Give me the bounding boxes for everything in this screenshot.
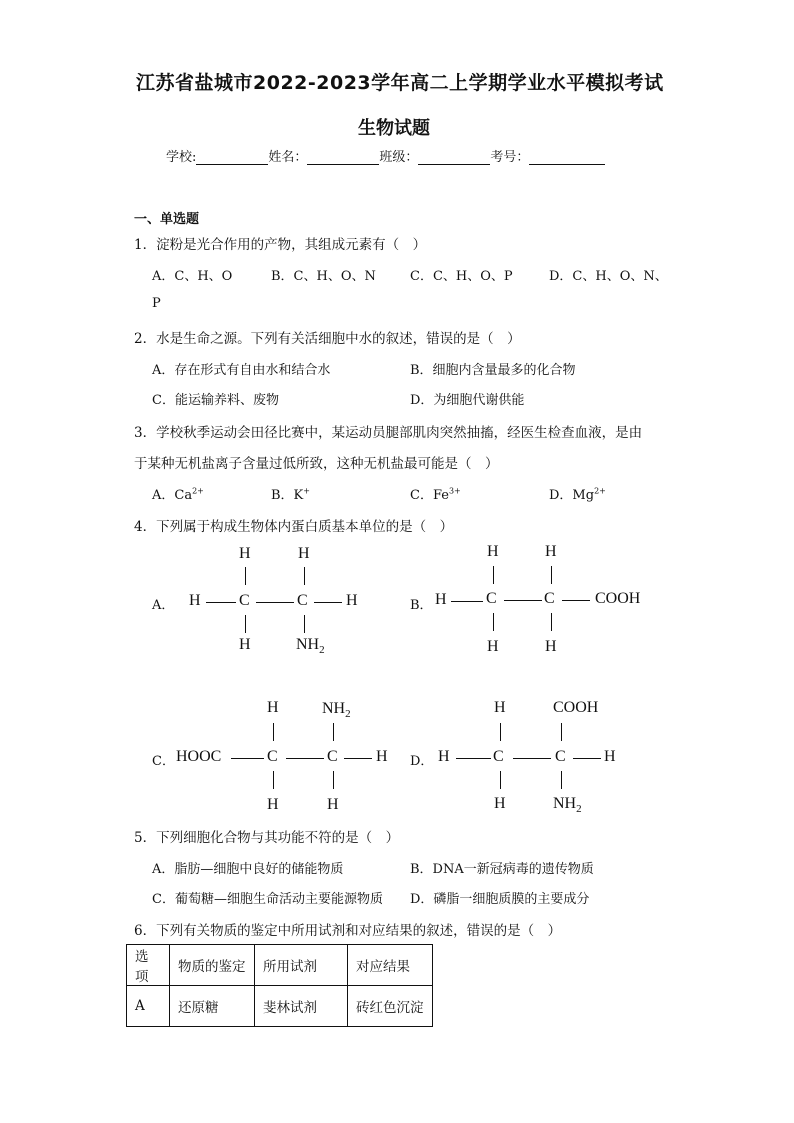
bond-line [273, 771, 274, 789]
question-4-label-d: D． [410, 754, 434, 769]
bond-line [561, 771, 562, 789]
subscript-2: 2 [576, 803, 582, 816]
question-3-option-b [271, 484, 310, 503]
option-c-text: C．Fe [410, 488, 449, 503]
question-3-stem-line2: 于某种无机盐离子含量过低所致，这种无机盐最可能是（ ） [134, 456, 499, 472]
subscript-2: 2 [345, 708, 351, 721]
question-2-option-a: A．存在形式有自由水和结合水 [152, 363, 331, 378]
atom-h: H [487, 543, 499, 560]
option-a-text: A．Ca [152, 488, 193, 503]
structural-formula-c [176, 699, 396, 815]
carboxyl-group: COOH [553, 699, 599, 716]
bond-line [256, 602, 294, 603]
atom-c: C [486, 590, 497, 607]
atom-c: C [493, 748, 504, 765]
atom-h: H [239, 636, 251, 653]
atom-c: C [297, 592, 308, 609]
bond-line [333, 771, 334, 789]
question-2-option-d: D．为细胞代谢供能 [410, 393, 525, 408]
name-field[interactable] [307, 150, 379, 165]
bond-line [451, 601, 483, 602]
atom-h: H [346, 592, 358, 609]
school-field[interactable] [196, 150, 268, 165]
class-label: 班级： [379, 150, 419, 165]
bond-line [231, 758, 264, 759]
question-1-option-d-cont: P [152, 296, 161, 311]
table-header-cell: 选项 [127, 945, 170, 986]
option-d-charge: 2+ [594, 486, 606, 496]
bond-line [245, 615, 246, 633]
bond-line [344, 758, 372, 759]
question-2-stem: 2．水是生命之源。下列有关活细胞中水的叙述，错误的是（ ） [134, 331, 521, 347]
bond-line [551, 566, 552, 584]
question-3-option-c [410, 484, 461, 503]
subscript-2: 2 [319, 644, 325, 657]
nh-text: NH [296, 636, 320, 653]
bond-line [504, 600, 542, 601]
option-a-charge: 2+ [192, 486, 204, 496]
table-header-cell: 所用试剂 [255, 945, 348, 986]
bond-line [493, 566, 494, 584]
reagent-table [126, 944, 433, 1027]
question-4-stem: 4．下列属于构成生物体内蛋白质基本单位的是（ ） [134, 519, 454, 535]
atom-h: H [239, 545, 251, 562]
question-6-stem: 6．下列有关物质的鉴定中所用试剂和对应结果的叙述，错误的是（ ） [134, 923, 562, 939]
bond-line [273, 723, 274, 741]
question-5-option-c: C．葡萄糖—细胞生命活动主要能源物质 [152, 892, 383, 907]
atom-h: H [376, 748, 388, 765]
question-1-option-c: C．C、H、O、P [410, 269, 513, 284]
bond-line [551, 613, 552, 631]
question-4-label-c: C． [152, 754, 175, 769]
bond-line [245, 567, 246, 585]
table-cell: 斐林试剂 [255, 986, 348, 1027]
bond-line [314, 602, 342, 603]
atom-h: H [545, 638, 557, 655]
atom-h: H [327, 796, 339, 813]
question-2-option-c: C．能运输养料、废物 [152, 393, 279, 408]
section-heading: 一、单选题 [134, 212, 200, 227]
structural-formula-a [186, 545, 366, 657]
atom-c: C [267, 748, 278, 765]
question-5-option-d: D．磷脂一细胞质膜的主要成分 [410, 892, 590, 907]
question-4-label-b: B． [410, 598, 433, 613]
structural-formula-b [434, 543, 664, 655]
table-row [127, 986, 433, 1027]
document-subtitle: 生物试题 [358, 118, 430, 139]
question-4-label-a: A． [152, 598, 175, 613]
question-3-option-a [152, 484, 204, 503]
atom-h: H [298, 545, 310, 562]
question-1-option-a: A．C、H、O [152, 269, 233, 284]
atom-h: H [438, 748, 450, 765]
table-header-row [127, 945, 433, 986]
atom-c: C [544, 590, 555, 607]
option-c-charge: 3+ [448, 486, 461, 496]
amino-group [296, 636, 325, 656]
question-5-stem: 5．下列细胞化合物与其功能不符的是（ ） [134, 830, 400, 846]
option-d-text: D．Mg [549, 488, 595, 503]
option-b-charge: + [303, 486, 310, 496]
carboxyl-group: COOH [595, 590, 641, 607]
atom-h: H [267, 796, 279, 813]
atom-c: C [239, 592, 250, 609]
bond-line [573, 758, 601, 759]
bond-line [206, 602, 236, 603]
nh-text: NH [553, 795, 577, 812]
bond-line [286, 758, 324, 759]
question-5-option-b: B．DNA一新冠病毒的遗传物质 [410, 862, 594, 877]
nh-text: NH [322, 700, 346, 717]
question-1-option-b: B．C、H、O、N [271, 269, 376, 284]
atom-h: H [604, 748, 616, 765]
atom-c: C [555, 748, 566, 765]
amino-group [322, 700, 351, 720]
bond-line [562, 600, 590, 601]
bond-line [500, 723, 501, 741]
atom-h: H [267, 699, 279, 716]
amino-group [553, 795, 582, 815]
question-2-option-b: B．细胞内含量最多的化合物 [410, 363, 576, 378]
student-info-line [166, 146, 605, 165]
table-cell: 还原糖 [170, 986, 255, 1027]
table-header-cell: 对应结果 [348, 945, 433, 986]
bond-line [304, 567, 305, 585]
bond-line [561, 723, 562, 741]
bond-line [456, 758, 491, 759]
bond-line [500, 771, 501, 789]
question-3-option-d [549, 484, 606, 503]
carboxyl-group-reversed: HOOC [176, 748, 222, 765]
table-cell: 砖红色沉淀 [348, 986, 433, 1027]
number-field[interactable] [529, 150, 605, 165]
bond-line [513, 758, 551, 759]
document-title: 江苏省盐城市2022-2023学年高二上学期学业水平模拟考试 [136, 72, 664, 94]
table-header-cell: 物质的鉴定 [170, 945, 255, 986]
atom-h: H [545, 543, 557, 560]
question-5-option-a: A．脂肪—细胞中良好的储能物质 [152, 862, 344, 877]
class-field[interactable] [418, 150, 490, 165]
option-b-text: B．K [271, 488, 304, 503]
atom-h: H [494, 795, 506, 812]
table-cell: A [127, 986, 170, 1027]
question-1-option-d: D．C、H、O、N、 [549, 269, 668, 284]
atom-h: H [189, 592, 201, 609]
bond-line [304, 615, 305, 633]
bond-line [333, 723, 334, 741]
atom-h: H [487, 638, 499, 655]
structural-formula-d [437, 699, 637, 815]
question-3-stem-line1: 3．学校秋季运动会田径比赛中，某运动员腿部肌肉突然抽搐，经医生检查血液，是由 [134, 425, 643, 441]
bond-line [493, 613, 494, 631]
school-label: 学校: [166, 150, 197, 165]
question-1-stem: 1．淀粉是光合作用的产物，其组成元素有（ ） [134, 237, 427, 253]
atom-h: H [435, 591, 447, 608]
atom-c: C [327, 748, 338, 765]
number-label: 考号： [490, 150, 530, 165]
name-label: 姓名： [268, 150, 308, 165]
atom-h: H [494, 699, 506, 716]
